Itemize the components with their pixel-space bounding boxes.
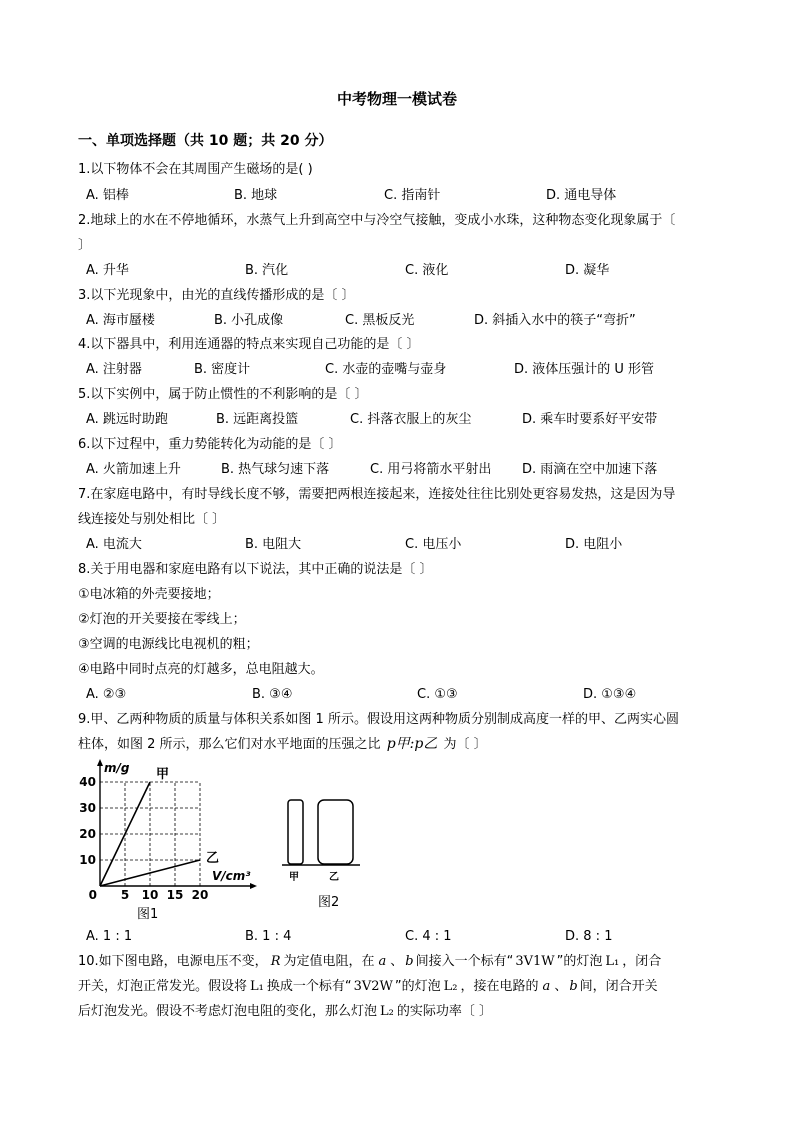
q10-l3-a: 后灯泡发光。假设不考虑灯泡电阻的变化，那么灯泡	[78, 1004, 378, 1019]
q3-option-d: D. 斜插入水中的筷子“弯折”	[474, 313, 636, 328]
q4-option-d: D. 液体压强计的 U 形管	[514, 362, 655, 377]
lamp-l2-ref: L₂	[380, 1004, 394, 1019]
q5-option-d: D. 乘车时要系好平安带	[522, 412, 658, 427]
question-10-line3	[78, 1002, 492, 1022]
question-6: 6.以下过程中，重力势能转化为动能的是〔 〕	[78, 437, 342, 452]
question-7-line1: 7.在家庭电路中，有时导线长度不够，需要把两根连接起来，连接处往往比别处更容易发热，这是因为导	[78, 487, 676, 502]
q8-option-b: B. ③④	[252, 687, 293, 702]
q5-option-c: C. 抖落衣服上的灰尘	[350, 412, 472, 427]
l1-rating: 3V1W	[515, 954, 555, 969]
q4-option-b: B. 密度计	[194, 362, 251, 377]
q1-option-d: D. 通电导体	[546, 188, 617, 203]
x-tick-label: 15	[166, 888, 184, 902]
q4-option-c: C. 水壶的壶嘴与壶身	[325, 362, 447, 377]
x-tick-label: 5	[120, 888, 130, 902]
origin-label: 0	[88, 888, 97, 902]
q3-option-c: C. 黑板反光	[345, 313, 415, 328]
q3-option-b: B. 小孔成像	[214, 313, 284, 328]
q9-text-part2: 为〔 〕	[443, 737, 487, 752]
q9-option-c: C. 4 : 1	[405, 929, 452, 944]
point-b: b	[405, 954, 414, 969]
q5-option-a: A. 跳远时助跑	[86, 412, 168, 427]
series-label-jia: 甲	[156, 767, 170, 782]
q9-option-d: D. 8 : 1	[565, 929, 613, 944]
question-7-line2: 线连接处与别处相比〔 〕	[78, 512, 226, 527]
q6-option-d: D. 雨滴在空中加速下落	[522, 462, 658, 477]
q7-option-d: D. 电阻小	[565, 537, 623, 552]
figure1-mass-volume-graph	[72, 758, 262, 920]
graph-labels	[79, 761, 251, 920]
lamp-l1-ref: L₁	[250, 979, 264, 994]
q2-option-d: D. 凝华	[565, 263, 610, 278]
x-axis-label: V/cm³	[212, 869, 251, 883]
point-b-ref: b	[569, 979, 578, 994]
question-9-line2	[78, 734, 487, 755]
q1-option-b: B. 地球	[234, 188, 278, 203]
question-10-line2	[78, 977, 658, 997]
q1-option-c: C. 指南针	[384, 188, 441, 203]
q2-option-a: A. 升华	[86, 263, 129, 278]
question-4: 4.以下器具中，利用连通器的特点来实现自己功能的是〔 〕	[78, 337, 420, 352]
q8-statement-3: ③空调的电源线比电视机的粗；	[78, 637, 259, 652]
q7-option-a: A. 电流大	[86, 537, 142, 552]
x-tick-label: 10	[141, 888, 159, 902]
question-5: 5.以下实例中，属于防止惯性的不利影响的是〔 〕	[78, 387, 368, 402]
y-axis-label: m/g	[104, 761, 130, 775]
q8-option-c: C. ①③	[417, 687, 458, 702]
y-tick-label: 20	[79, 827, 96, 841]
question-1: 1.以下物体不会在其周围产生磁场的是( )	[78, 162, 313, 177]
l2-rating: 3V2W	[353, 979, 393, 994]
q7-option-c: C. 电压小	[405, 537, 462, 552]
q10-l3-b: 的实际功率〔 〕	[396, 1004, 493, 1019]
lamp-l2: L₂	[443, 979, 458, 994]
cylinder-jia-label: 甲	[289, 872, 299, 883]
q10-l2-d: ，接在电路的	[460, 979, 539, 994]
q10-l2-c: ”的灯泡	[394, 979, 441, 994]
q2-option-c: C. 液化	[405, 263, 449, 278]
section-heading: 一、单项选择题（共 10 题；共 20 分）	[78, 133, 333, 149]
q10-l2-b: 换成一个标有“	[266, 979, 352, 994]
q8-statement-1: ①电冰箱的外壳要接地；	[78, 587, 220, 602]
q8-statement-4: ④电路中同时点亮的灯越多，总电阻越大。	[78, 662, 324, 677]
q10-l1-d: 间接入一个标有“	[415, 954, 514, 969]
q6-option-b: B. 热气球匀速下落	[221, 462, 330, 477]
question-8: 8.关于用电器和家庭电路有以下说法，其中正确的说法是〔 〕	[78, 562, 433, 577]
q10-l1-e: ”的灯泡	[556, 954, 603, 969]
question-9-line1: 9.甲、乙两种物质的质量与体积关系如图 1 所示。假设用这两种物质分别制成高度一样的甲、乙两实心圆	[78, 712, 679, 727]
point-a: a	[378, 954, 387, 969]
cylinder-yi	[318, 800, 353, 864]
q10-l1-b: 为定值电阻，在	[283, 954, 375, 969]
question-2-line2: 〕	[78, 238, 92, 253]
q1-option-a: A. 铝棒	[86, 188, 129, 203]
q5-option-b: B. 远距离投篮	[216, 412, 299, 427]
question-3: 3.以下光现象中，由光的直线传播形成的是〔 〕	[78, 288, 355, 303]
y-tick-label: 40	[79, 775, 96, 789]
series-label-yi: 乙	[206, 851, 220, 866]
resistor-symbol: R	[270, 954, 281, 969]
y-tick-label: 10	[79, 853, 96, 867]
q10-l1-c: 、	[390, 954, 404, 969]
q9-option-b: B. 1 : 4	[245, 929, 292, 944]
y-axis-arrow	[97, 759, 103, 766]
figure2-cylinders	[278, 790, 368, 910]
q10-l2-a: 开关，灯泡正常发光。假设将	[78, 979, 248, 994]
q9-pressure-ratio: p甲:p乙	[386, 736, 438, 752]
x-tick-label: 20	[191, 888, 209, 902]
point-a-ref: a	[542, 979, 551, 994]
q10-l1-a: 10.如下图电路，电源电压不变，	[78, 954, 268, 969]
lamp-l1: L₁	[605, 954, 620, 969]
q2-option-b: B. 汽化	[245, 263, 289, 278]
q10-l2-f: 间，闭合开关	[579, 979, 658, 994]
figure2-caption: 图2	[318, 895, 340, 910]
question-10-line1	[78, 952, 661, 972]
y-tick-label: 30	[79, 801, 96, 815]
q8-option-d: D. ①③④	[583, 687, 637, 702]
graph-grid	[100, 782, 200, 886]
q9-text-part1: 柱体，如图 2 所示，那么它们对水平地面的压强之比	[78, 737, 381, 752]
figure1-caption: 图1	[137, 907, 159, 920]
q8-statement-2: ②灯泡的开关要接在零线上；	[78, 612, 246, 627]
q10-l1-f: ，闭合	[622, 954, 662, 969]
q6-option-a: A. 火箭加速上升	[86, 462, 181, 477]
q6-option-c: C. 用弓将箭水平射出	[370, 462, 492, 477]
q7-option-b: B. 电阻大	[245, 537, 302, 552]
page-title: 中考物理一模试卷	[336, 90, 457, 108]
q8-option-a: A. ②③	[86, 687, 127, 702]
q9-option-a: A. 1 : 1	[86, 929, 133, 944]
cylinder-jia	[288, 800, 303, 864]
q10-l2-e: 、	[554, 979, 568, 994]
x-axis-arrow	[250, 883, 257, 889]
q3-option-a: A. 海市蜃楼	[86, 313, 155, 328]
question-2-line1: 2.地球上的水在不停地循环，水蒸气上升到高空中与冷空气接触，变成小水珠，这种物态变化现象属于〔	[78, 213, 676, 228]
q4-option-a: A. 注射器	[86, 362, 142, 377]
cylinder-yi-label: 乙	[329, 872, 339, 883]
